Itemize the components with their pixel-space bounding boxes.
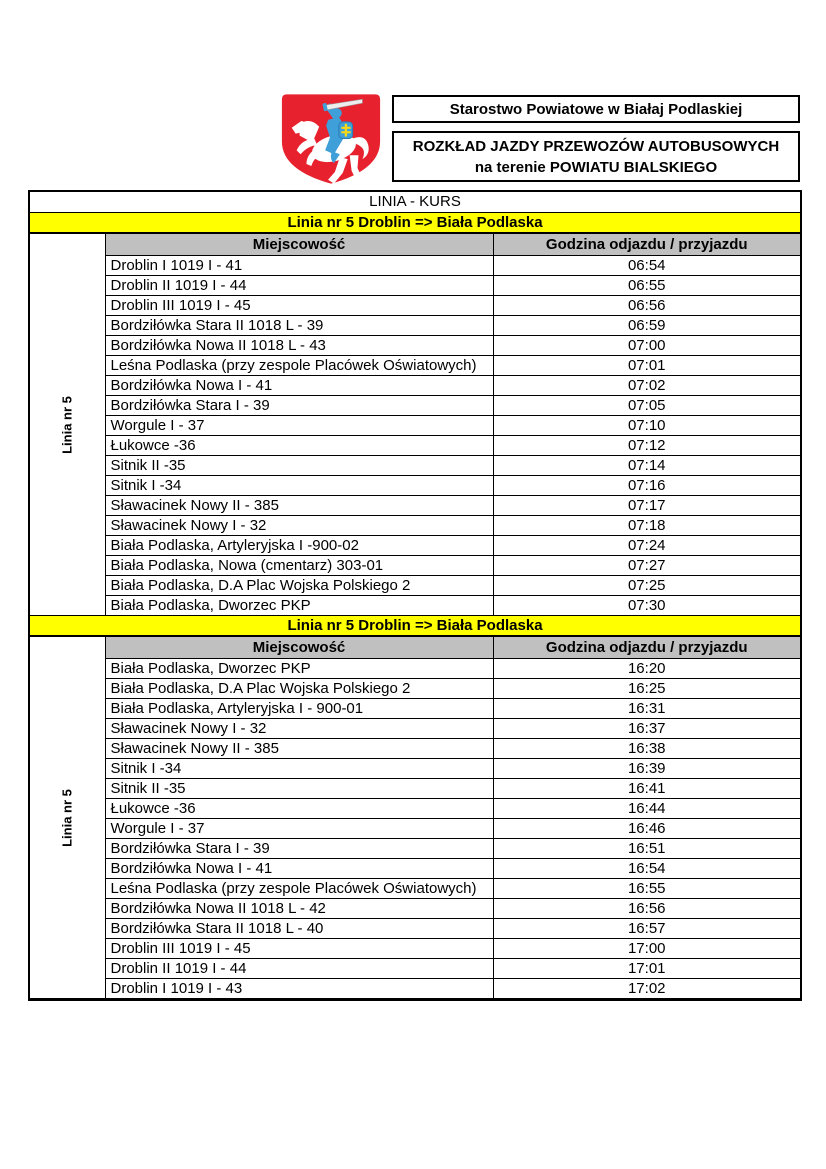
stop-time-cell: 07:02 (493, 376, 800, 396)
doc-title-box (392, 131, 800, 182)
stop-row (30, 276, 800, 296)
stop-place-cell: Biała Podlaska, Artyleryjska I -900-02 (105, 536, 493, 556)
stop-row (30, 739, 800, 759)
stop-place-cell: Bordziłówka Nowa II 1018 L - 42 (105, 899, 493, 919)
stop-row (30, 779, 800, 799)
stop-time-cell: 07:16 (493, 476, 800, 496)
stop-row (30, 699, 800, 719)
column-header-time: Godzina odjazdu / przyjazdu (493, 234, 800, 256)
stop-place-cell: Sławacinek Nowy II - 385 (105, 739, 493, 759)
stop-row (30, 839, 800, 859)
stop-row (30, 959, 800, 979)
stop-time-cell: 07:30 (493, 596, 800, 616)
stop-place-cell: Droblin I 1019 I - 41 (105, 256, 493, 276)
stop-time-cell: 07:27 (493, 556, 800, 576)
stop-row (30, 576, 800, 596)
column-header-time: Godzina odjazdu / przyjazdu (493, 637, 800, 659)
stop-row (30, 476, 800, 496)
stop-row (30, 436, 800, 456)
stop-row (30, 819, 800, 839)
stop-row (30, 659, 800, 679)
stop-place-cell: Biała Podlaska, Dworzec PKP (105, 596, 493, 616)
table-title: LINIA - KURS (30, 192, 800, 213)
stop-row (30, 799, 800, 819)
column-header-place: Miejscowość (105, 234, 493, 256)
stop-place-cell: Sławacinek Nowy II - 385 (105, 496, 493, 516)
stop-row (30, 596, 800, 616)
stop-place-cell: Leśna Podlaska (przy zespole Placówek Oświatowych) (105, 356, 493, 376)
stop-place-cell: Bordziłówka Nowa I - 41 (105, 859, 493, 879)
stop-time-cell: 07:25 (493, 576, 800, 596)
stop-row (30, 316, 800, 336)
stop-place-cell: Bordziłówka Stara II 1018 L - 39 (105, 316, 493, 336)
stop-row (30, 356, 800, 376)
stop-row (30, 556, 800, 576)
stop-time-cell: 07:18 (493, 516, 800, 536)
stop-row (30, 396, 800, 416)
stop-place-cell: Sławacinek Nowy I - 32 (105, 719, 493, 739)
stop-place-cell: Worgule I - 37 (105, 819, 493, 839)
stop-row (30, 256, 800, 276)
org-title: Starostwo Powiatowe w Białaj Podlaskiej (449, 100, 743, 118)
stop-row (30, 979, 800, 999)
stop-time-cell: 07:12 (493, 436, 800, 456)
stop-row (30, 719, 800, 739)
stop-row (30, 416, 800, 436)
stop-place-cell: Droblin II 1019 I - 44 (105, 959, 493, 979)
stop-time-cell: 16:31 (493, 699, 800, 719)
stop-row (30, 879, 800, 899)
line-banner-2: Linia nr 5 Droblin => Biała Podlaska (30, 616, 800, 636)
stop-row (30, 759, 800, 779)
stop-place-cell: Sitnik I -34 (105, 476, 493, 496)
stop-place-cell: Worgule I - 37 (105, 416, 493, 436)
stop-time-cell: 17:01 (493, 959, 800, 979)
stop-place-cell: Droblin II 1019 I - 44 (105, 276, 493, 296)
stop-place-cell: Bordziłówka Stara II 1018 L - 40 (105, 919, 493, 939)
timetable (28, 190, 802, 1001)
stop-time-cell: 07:24 (493, 536, 800, 556)
stop-time-cell: 07:14 (493, 456, 800, 476)
org-title-box (392, 95, 800, 123)
line-label-cell (30, 234, 105, 616)
stop-place-cell: Biała Podlaska, Dworzec PKP (105, 659, 493, 679)
coat-of-arms-icon (277, 92, 385, 187)
stop-time-cell: 06:56 (493, 296, 800, 316)
stop-place-cell: Bordziłówka Stara I - 39 (105, 396, 493, 416)
stop-place-cell: Bordziłówka Stara I - 39 (105, 839, 493, 859)
schedule-table-afternoon (30, 636, 800, 999)
column-header-row (30, 637, 800, 659)
stop-place-cell: Sitnik II -35 (105, 456, 493, 476)
doc-title-line2: na terenie POWIATU BIALSKIEGO (474, 158, 718, 176)
stop-place-cell: Biała Podlaska, D.A Plac Wojska Polskiego 2 (105, 576, 493, 596)
stop-row (30, 899, 800, 919)
stop-time-cell: 16:54 (493, 859, 800, 879)
stop-time-cell: 07:17 (493, 496, 800, 516)
line-label-cell (30, 637, 105, 999)
line-label: Linia nr 5 (59, 395, 75, 454)
stop-time-cell: 16:46 (493, 819, 800, 839)
stop-time-cell: 16:38 (493, 739, 800, 759)
stop-place-cell: Bordziłówka Nowa II 1018 L - 43 (105, 336, 493, 356)
stop-time-cell: 17:00 (493, 939, 800, 959)
stop-row (30, 679, 800, 699)
stop-row (30, 919, 800, 939)
stop-time-cell: 16:51 (493, 839, 800, 859)
stop-row (30, 536, 800, 556)
column-header-place: Miejscowość (105, 637, 493, 659)
stop-row (30, 859, 800, 879)
stop-place-cell: Biała Podlaska, Artyleryjska I - 900-01 (105, 699, 493, 719)
stop-time-cell: 07:01 (493, 356, 800, 376)
stop-time-cell: 06:59 (493, 316, 800, 336)
schedule-table-morning (30, 233, 800, 616)
stop-place-cell: Sitnik I -34 (105, 759, 493, 779)
stop-place-cell: Sitnik II -35 (105, 779, 493, 799)
doc-title-line1: ROZKŁAD JAZDY PRZEWOZÓW AUTOBUSOWYCH (412, 137, 780, 155)
stop-row (30, 336, 800, 356)
stop-place-cell: Biała Podlaska, Nowa (cmentarz) 303-01 (105, 556, 493, 576)
stop-time-cell: 16:55 (493, 879, 800, 899)
stop-row (30, 939, 800, 959)
stop-place-cell: Droblin III 1019 I - 45 (105, 296, 493, 316)
stop-time-cell: 16:20 (493, 659, 800, 679)
line-banner-1: Linia nr 5 Droblin => Biała Podlaska (30, 213, 800, 233)
stop-time-cell: 07:00 (493, 336, 800, 356)
stop-time-cell: 16:57 (493, 919, 800, 939)
stop-place-cell: Biała Podlaska, D.A Plac Wojska Polskiego 2 (105, 679, 493, 699)
stop-row (30, 496, 800, 516)
stop-row (30, 376, 800, 396)
stop-place-cell: Droblin III 1019 I - 45 (105, 939, 493, 959)
stop-time-cell: 17:02 (493, 979, 800, 999)
stop-time-cell: 16:41 (493, 779, 800, 799)
stop-time-cell: 06:54 (493, 256, 800, 276)
stop-time-cell: 16:39 (493, 759, 800, 779)
stop-time-cell: 07:05 (493, 396, 800, 416)
stop-place-cell: Sławacinek Nowy I - 32 (105, 516, 493, 536)
stop-time-cell: 16:37 (493, 719, 800, 739)
column-header-row (30, 234, 800, 256)
stop-place-cell: Leśna Podlaska (przy zespole Placówek Oświatowych) (105, 879, 493, 899)
stop-place-cell: Łukowce -36 (105, 799, 493, 819)
stop-place-cell: Droblin I 1019 I - 43 (105, 979, 493, 999)
line-label: Linia nr 5 (59, 788, 75, 847)
stop-time-cell: 06:55 (493, 276, 800, 296)
stop-row (30, 456, 800, 476)
stop-time-cell: 16:44 (493, 799, 800, 819)
stop-place-cell: Łukowce -36 (105, 436, 493, 456)
stop-time-cell: 16:56 (493, 899, 800, 919)
stop-row (30, 516, 800, 536)
stop-row (30, 296, 800, 316)
stop-time-cell: 07:10 (493, 416, 800, 436)
stop-place-cell: Bordziłówka Nowa I - 41 (105, 376, 493, 396)
stop-time-cell: 16:25 (493, 679, 800, 699)
